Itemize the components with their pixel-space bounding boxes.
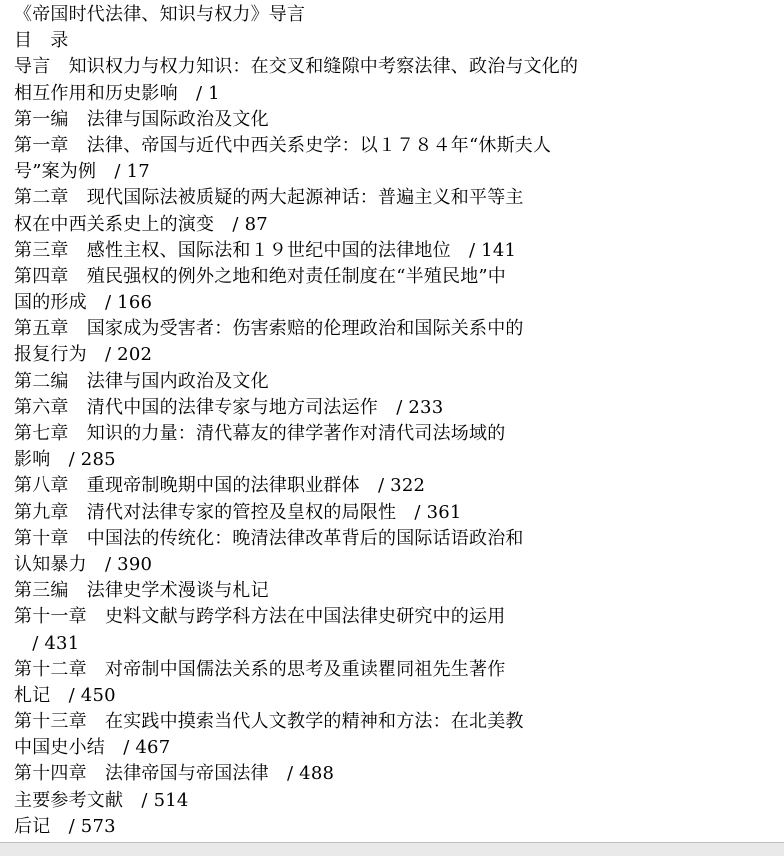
toc-entry: 第五章 国家成为受害者：伤害索赔的伦理政治和国际关系中的 (14, 318, 524, 340)
toc-entry: 报复行为 / 202 (14, 344, 153, 366)
toc-entry: 第一章 法律、帝国与近代中西关系史学：以１７８４年“休斯夫人 (14, 134, 552, 156)
toc-heading: 目 录 (14, 30, 69, 52)
toc-entry: 后记 / 573 (14, 815, 116, 837)
toc-part-heading: 第二编 法律与国内政治及文化 (14, 370, 269, 392)
toc-entry: 主要参考文献 / 514 (14, 789, 189, 811)
toc-entry: 第二章 现代国际法被质疑的两大起源神话：普遍主义和平等主 (14, 187, 524, 209)
toc-entry: 第十四章 法律帝国与帝国法律 / 488 (14, 763, 335, 785)
toc-entry: 第十一章 史料文献与跨学科方法在中国法律史研究中的运用 (14, 606, 506, 628)
toc-entry: 第七章 知识的力量：清代幕友的律学著作对清代司法场域的 (14, 423, 506, 444)
toc-entry: 札记 / 450 (14, 684, 116, 706)
toc-entry: 第六章 清代中国的法律专家与地方司法运作 / 233 (14, 396, 444, 418)
document-body (14, 2, 774, 840)
toc-entry: / 431 (14, 632, 80, 654)
toc-entry: 影响 / 285 (14, 449, 116, 471)
document-title: 《帝国时代法律、知识与权力》导言 (14, 4, 306, 25)
toc-entry: 第十三章 在实践中摸索当代人文教学的精神和方法：在北美教 (14, 711, 524, 733)
toc-entry: 第四章 殖民强权的例外之地和绝对责任制度在“半殖民地”中 (14, 265, 507, 287)
toc-entry: 国的形成 / 166 (14, 292, 153, 314)
toc-part-heading: 第三编 法律史学术漫谈与札记 (14, 580, 269, 602)
toc-entry: 第十章 中国法的传统化：晚清法律改革背后的国际话语政治和 (14, 527, 524, 549)
toc-entry: 权在中西关系史上的演变 / 87 (14, 213, 268, 235)
toc-entry: 第十二章 对帝制中国儒法关系的思考及重读瞿同祖先生著作 (14, 658, 506, 680)
toc-entry: 认知暴力 / 390 (14, 553, 153, 575)
toc-part-heading: 第一编 法律与国际政治及文化 (14, 108, 269, 130)
toc-entry: 第八章 重现帝制晚期中国的法律职业群体 / 322 (14, 475, 426, 497)
horizontal-scrollbar[interactable] (0, 842, 784, 856)
toc-entry: 第九章 清代对法律专家的管控及皇权的局限性 / 361 (14, 501, 462, 523)
toc-entry: 号”案为例 / 17 (14, 161, 150, 183)
toc-entry: 第三章 感性主权、国际法和１９世纪中国的法律地位 / 141 (14, 239, 517, 261)
toc-entry: 相互作用和历史影响 / 1 (14, 82, 220, 104)
toc-entry: 中国史小结 / 467 (14, 737, 171, 759)
toc-entry: 导言 知识权力与权力知识：在交叉和缝隙中考察法律、政治与文化的 (14, 56, 579, 78)
